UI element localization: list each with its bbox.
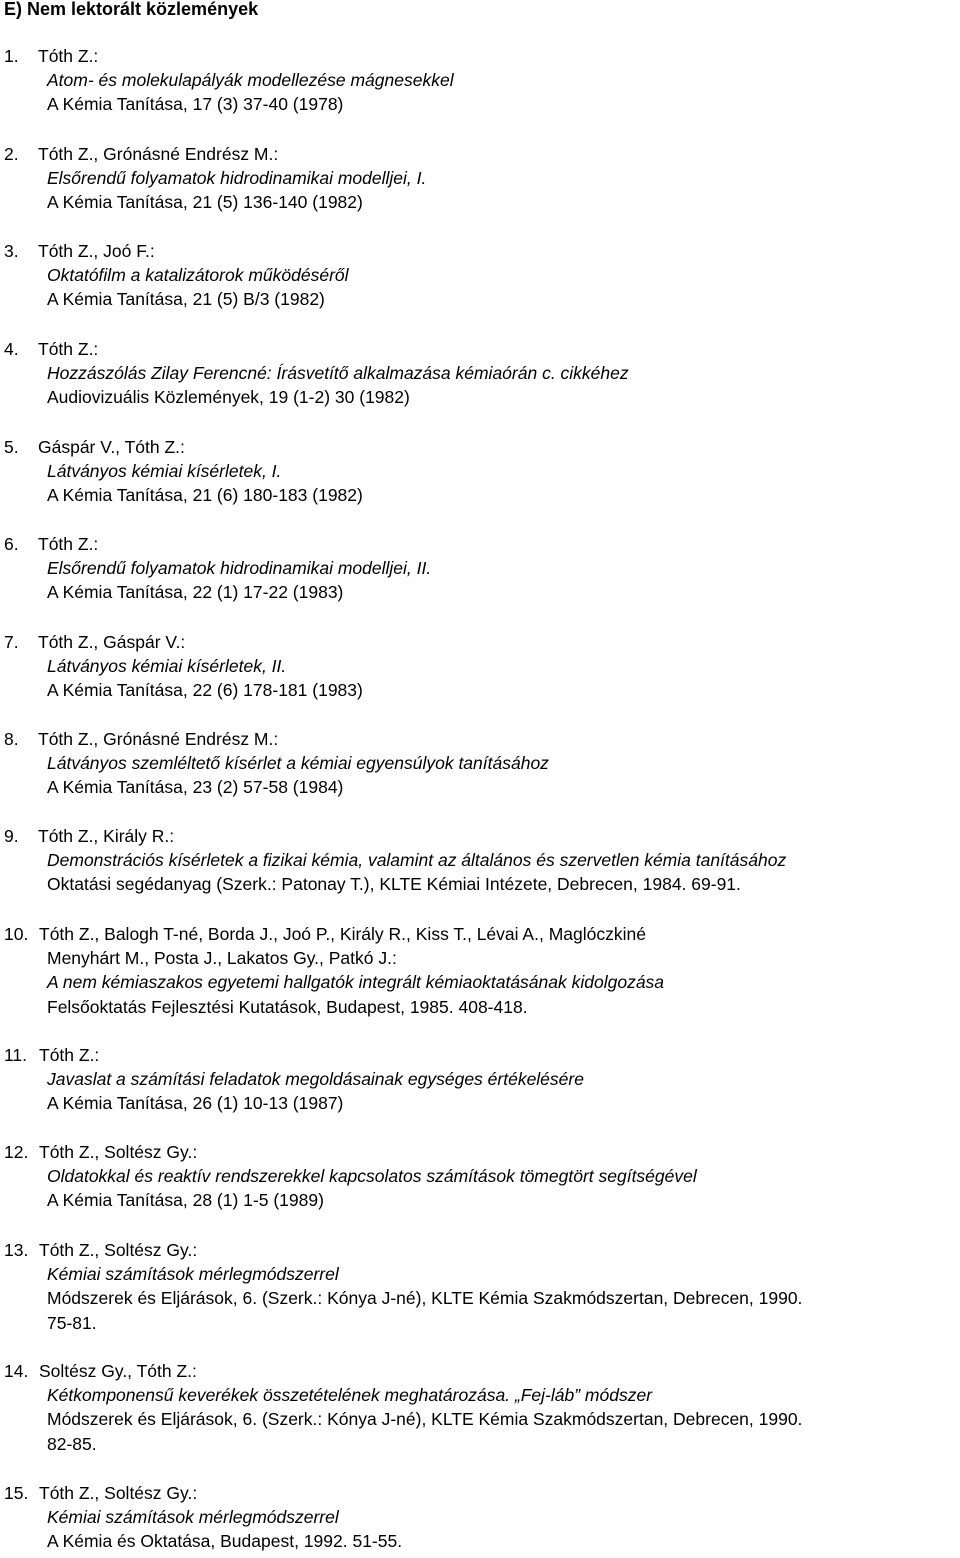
entry-source: A Kémia Tanítása, 21 (5) B/3 (1982) [47, 289, 325, 310]
entry-source: A Kémia Tanítása, 22 (6) 178-181 (1983) [47, 680, 363, 701]
publication-entry-8 [4, 727, 960, 800]
entry-number: 4. [4, 339, 19, 359]
entry-title: Kétkomponensű keverékek összetételének meghatározása. „Fej-láb” módszer [47, 1385, 653, 1406]
entry-authors: Tóth Z.: [38, 46, 99, 66]
publication-entry-3 [4, 239, 960, 312]
entry-source: A Kémia Tanítása, 21 (5) 136-140 (1982) [47, 192, 363, 213]
entry-source: A Kémia Tanítása, 21 (6) 180-183 (1982) [47, 485, 363, 506]
entry-authors: Tóth Z., Soltész Gy.: [39, 1240, 198, 1260]
publication-entry-12 [4, 1140, 960, 1213]
entry-number: 3. [4, 241, 19, 261]
entry-number: 10. [4, 924, 29, 944]
entry-authors: Tóth Z., Király R.: [38, 826, 175, 846]
entry-number: 2. [4, 144, 19, 164]
entry-title: Kémiai számítások mérlegmódszerrel [47, 1264, 339, 1285]
entry-authors: Soltész Gy., Tóth Z.: [39, 1361, 197, 1381]
entry-source: A Kémia Tanítása, 23 (2) 57-58 (1984) [47, 777, 344, 798]
entry-source: Felsőoktatás Fejlesztési Kutatások, Budapest, 1985. 408-418. [47, 996, 528, 1017]
entry-title: Demonstrációs kísérletek a fizikai kémia, valamint az általános és szervetlen kémia tanításához [47, 850, 787, 871]
entry-authors: Tóth Z.: [38, 339, 99, 359]
publication-entry-6 [4, 532, 960, 605]
entry-title: Látványos kémiai kísérletek, I. [47, 461, 282, 482]
entry-source: A Kémia Tanítása, 22 (1) 17-22 (1983) [47, 582, 344, 603]
publication-entry-15 [4, 1481, 960, 1554]
entry-source: A Kémia Tanítása, 17 (3) 37-40 (1978) [47, 94, 344, 115]
publication-entry-7 [4, 630, 960, 703]
publication-entry-1 [4, 44, 960, 117]
entry-title: Elsőrendű folyamatok hidrodinamikai modelljei, II. [47, 558, 432, 579]
entry-title: Oktatófilm a katalizátorok működéséről [47, 265, 349, 286]
entry-title: A nem kémiaszakos egyetemi hallgatók integrált kémiaoktatásának kidolgozása [47, 972, 665, 993]
entry-title: Látványos kémiai kísérletek, II. [47, 656, 287, 677]
publication-entry-2 [4, 142, 960, 215]
entry-authors: Tóth Z., Joó F.: [38, 241, 155, 261]
entry-authors: Tóth Z.: [38, 534, 99, 554]
entry-number: 15. [4, 1483, 29, 1503]
entry-number: 8. [4, 729, 19, 749]
entry-title: Kémiai számítások mérlegmódszerrel [47, 1507, 339, 1528]
entry-authors: Tóth Z., Grónásné Endrész M.: [38, 729, 279, 749]
entry-source: Audiovizuális Közlemények, 19 (1-2) 30 (1982) [47, 387, 410, 408]
publication-entry-5 [4, 435, 960, 508]
entry-authors: Tóth Z.: [39, 1045, 100, 1065]
publication-entry-10 [4, 922, 960, 1019]
entry-number: 7. [4, 632, 19, 652]
entry-source: A Kémia és Oktatása, Budapest, 1992. 51-55. [47, 1531, 403, 1552]
entry-source: A Kémia Tanítása, 26 (1) 10-13 (1987) [47, 1093, 344, 1114]
entry-number: 6. [4, 534, 19, 554]
entry-number: 13. [4, 1240, 29, 1260]
publication-entry-9 [4, 824, 960, 897]
entry-authors: Tóth Z., Soltész Gy.: [39, 1483, 198, 1503]
entry-source: Módszerek és Eljárások, 6. (Szerk.: Kónya J-né), KLTE Kémia Szakmódszertan, Debrecen, 1990. [47, 1288, 803, 1309]
entry-number: 9. [4, 826, 19, 846]
publication-entry-4 [4, 337, 960, 410]
section-title: E) Nem lektorált közlemények [4, 0, 259, 19]
entry-source-continued: 82-85. [47, 1433, 97, 1454]
entry-authors: Gáspár V., Tóth Z.: [38, 437, 185, 457]
publication-entry-14 [4, 1359, 960, 1456]
entry-authors: Tóth Z., Soltész Gy.: [39, 1142, 198, 1162]
entry-title: Javaslat a számítási feladatok megoldásainak egységes értékelésére [47, 1069, 584, 1090]
entry-number: 14. [4, 1361, 29, 1381]
entry-number: 11. [4, 1045, 28, 1065]
entry-source: A Kémia Tanítása, 28 (1) 1-5 (1989) [47, 1190, 324, 1211]
entry-title: Látványos szemléltető kísérlet a kémiai egyensúlyok tanításához [47, 753, 549, 774]
publication-entry-11 [4, 1043, 960, 1116]
entry-number: 5. [4, 437, 19, 457]
entry-source-continued: 75-81. [47, 1312, 97, 1333]
entry-title: Atom- és molekulapályák modellezése mágnesekkel [47, 70, 454, 91]
entry-authors: Tóth Z., Grónásné Endrész M.: [38, 144, 279, 164]
entry-number: 12. [4, 1142, 29, 1162]
entry-title: Hozzászólás Zilay Ferencné: Írásvetítő alkalmazása kémiaórán c. cikkéhez [47, 363, 629, 384]
entry-authors: Tóth Z., Gáspár V.: [38, 632, 186, 652]
publication-entry-13 [4, 1238, 960, 1335]
entry-authors-continued: Menyhárt M., Posta J., Lakatos Gy., Patkó J.: [47, 948, 397, 969]
entry-source: Módszerek és Eljárások, 6. (Szerk.: Kónya J-né), KLTE Kémia Szakmódszertan, Debrecen, 1990. [47, 1409, 803, 1430]
entry-source: Oktatási segédanyag (Szerk.: Patonay T.), KLTE Kémiai Intézete, Debrecen, 1984. 69-91. [47, 874, 741, 895]
entry-title: Oldatokkal és reaktív rendszerekkel kapcsolatos számítások tömegtört segítségével [47, 1166, 697, 1187]
entry-title: Elsőrendű folyamatok hidrodinamikai modelljei, I. [47, 168, 427, 189]
entry-authors: Tóth Z., Balogh T-né, Borda J., Joó P., Király R., Kiss T., Lévai A., Maglóczkiné [39, 924, 646, 944]
entry-number: 1. [4, 46, 19, 66]
